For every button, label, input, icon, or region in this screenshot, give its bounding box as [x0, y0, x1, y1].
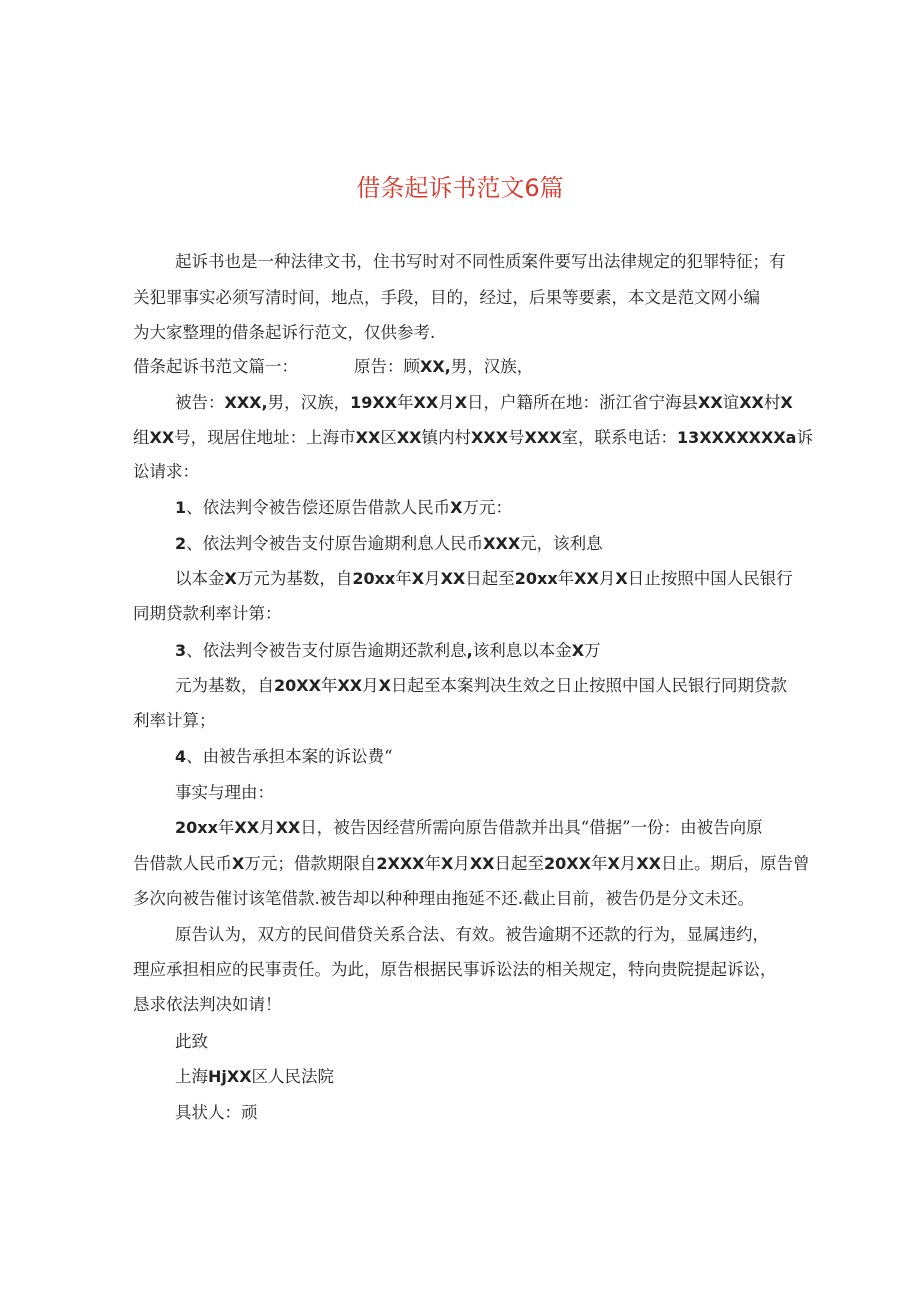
closing-signer: 具状人：顽	[175, 1103, 258, 1122]
facts-p2-line-3: 恳求依法判决如请！	[133, 995, 282, 1014]
facts-p1-line-1: 20xx年XX月XX日，被告因经营所需向原告借款并出具“借据”一份：由被告向原	[175, 818, 763, 837]
page-title: 借条起诉书范文6篇	[356, 174, 564, 202]
intro-line-3: 为大家整理的借条起诉行范文，仅供参考.	[133, 323, 436, 342]
section-heading-row	[133, 356, 533, 378]
facts-heading: 事实与理由：	[175, 783, 274, 802]
defendant-line-1: 被告：XXX,男，汉族，19XX年XX月X日，户籍所在地：浙江省宁海县XX谊XX村X	[175, 393, 793, 412]
claim-4: 4、由被告承担本案的诉讼费“	[175, 747, 393, 766]
facts-p2-line-1: 原告认为，双方的民间借贷关系合法、有效。被告逾期不还款的行为，显属违约，	[175, 925, 769, 944]
facts-p2-line-2: 理应承担相应的民事责任。为此，原告根据民事诉讼法的相关规定，特向贵院提起诉讼，	[133, 960, 777, 979]
defendant-line-2: 组XX号，现居住地址：上海市XX区XX镇内村XXX号XXX室，联系电话：13XXXXXXXa诉	[133, 428, 813, 447]
facts-p1-line-2: 告借款人民币X万元；借款期限自2XXX年X月XX日起至20XX年X月XX日止。期后，原告曾	[133, 854, 810, 873]
claim-3-cont-1: 元为基数，自20XX年XX月X日起至本案判决生效之日止按照中国人民银行同期贷款	[175, 676, 787, 695]
section-heading: 借条起诉书范文篇一：	[133, 357, 298, 376]
claim-3: 3、依法判令被告支付原告逾期还款利息,该利息以本金X万	[175, 641, 601, 660]
claim-2: 2、依法判令被告支付原告逾期利息人民币XXX元，该利息	[175, 534, 603, 553]
closing-court: 上海HjXX区人民法院	[175, 1067, 335, 1086]
plaintiff-line: 原告：顾XX,男，汉族，	[354, 357, 534, 376]
closing-to: 此致	[175, 1032, 208, 1051]
claim-2-cont-1: 以本金X万元为基数，自20xx年X月XX日起至20xx年XX月X日止按照中国人民银行	[175, 569, 793, 588]
facts-p1-line-3: 多次向被告催讨该笔借款.被告却以种种理由拖延不还.截止目前，被告仍是分文未还。	[133, 889, 754, 908]
claim-2-cont-2: 同期贷款利率计第：	[133, 604, 282, 623]
intro-line-1: 起诉书也是一种法律文书，住书写时对不同性质案件要写出法律规定的犯罪特征；有	[175, 252, 786, 271]
claim-3-cont-2: 利率计算；	[133, 711, 216, 730]
intro-line-2: 关犯罪事实必须写清时间，地点，手段，目的，经过，后果等要素，本文是范文网小编	[133, 288, 760, 307]
defendant-line-3: 讼请求：	[133, 462, 199, 481]
claim-1: 1、依法判令被告偿还原告借款人民币X万元：	[175, 498, 512, 517]
